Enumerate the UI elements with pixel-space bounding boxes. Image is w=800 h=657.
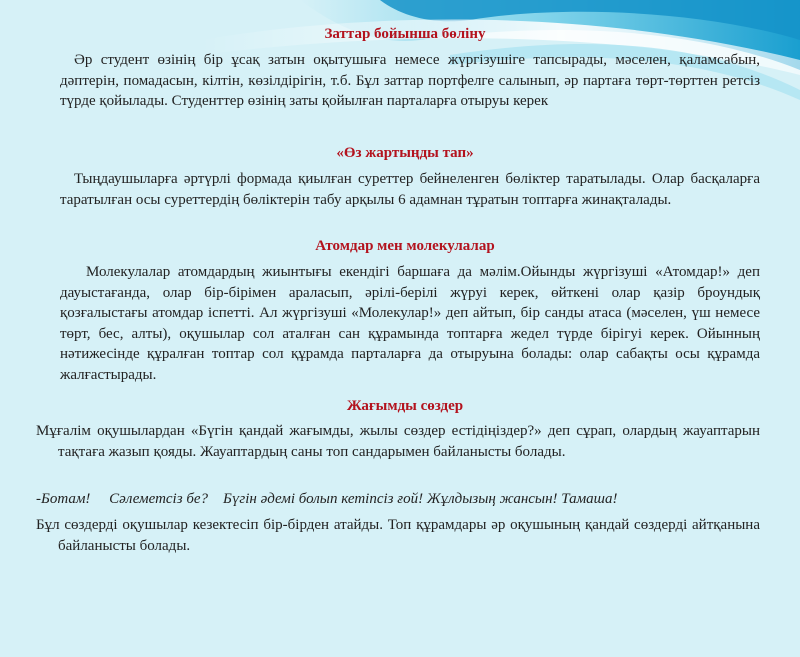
section-body-1-text: Әр студент өзінің бір ұсақ затын оқытушыға немесе жүргізушіге тапсырады, мәселен, қаламсабын, дәптерін, помадасын, кілтін, көзілдірігін, т.б. Бұл заттар портфелге салынып, әр партаға төрт-төрттен ретсіз түрде қойылады. Студенттер өзінің заты қойылған парталарға отыруы керек [60,52,760,109]
section-closing: Бұл сөздерді оқушылар кезектесіп бір-бірден атайды. Топ құрамдары әр оқушының қандай сөздерді айтқанына байланысты болады. [36,517,760,554]
section-body-3 [60,262,760,385]
section-body-2 [60,169,760,210]
section-body-1 [60,50,760,112]
section-body-4: Мұғалім оқушылардан «Бүгін қандай жағымды, жылы сөздер естідіңіздер?» деп сұрап, олардың жауаптарын тақтаға жазып қояды. Жауаптардың саны топ сандарымен байланысты болады. [36,423,760,460]
section-body-3-text: Молекулалар атомдардың жиынтығы екендігі баршаға да мәлім.Ойынды жүргізуші «Атомдар!» деп дауыстағанда, олар бір-бірімен араласып, әрілі-берілі жүруі керек, өйткені олар қазір броундық қозғалыстағы атомдар іспетті. Ал жүргізуші «Молекулар!» деп айтып, бір санды атаса (мәселен, үш немесе төрт, бес, алты), оқушылар сол аталған сан құрамында топтарға жедел түрде бірігуі керек. Ойынның нәтижесінде құралған топтар сол құрамда парталарға да отыруына болады: олар сабақты осы құрамда жалғастырады. [60,264,760,383]
section-heading-4: Жағымды сөздер [346,398,464,414]
section-body-2-text: Тыңдаушыларға әртүрлі формада қиылған суреттер бейнеленген бөліктер таратылады. Олар басқаларға таратылған осы суреттердің бөліктерін табу арқылы 6 адамнан тұратын топтарға жинақталады. [60,171,760,208]
section-example-phrases: -Ботам! Сәлеметсіз бе? Бүгін әдемі болып кетіпсіз ғой! Жұлдызың жансын! Тамаша! [36,491,618,507]
section-heading-3: Атомдар мен молекулалар [315,238,495,254]
section-heading-2: «Өз жартыңды тап» [336,145,474,161]
section-heading-1: Заттар бойынша бөліну [324,26,486,42]
